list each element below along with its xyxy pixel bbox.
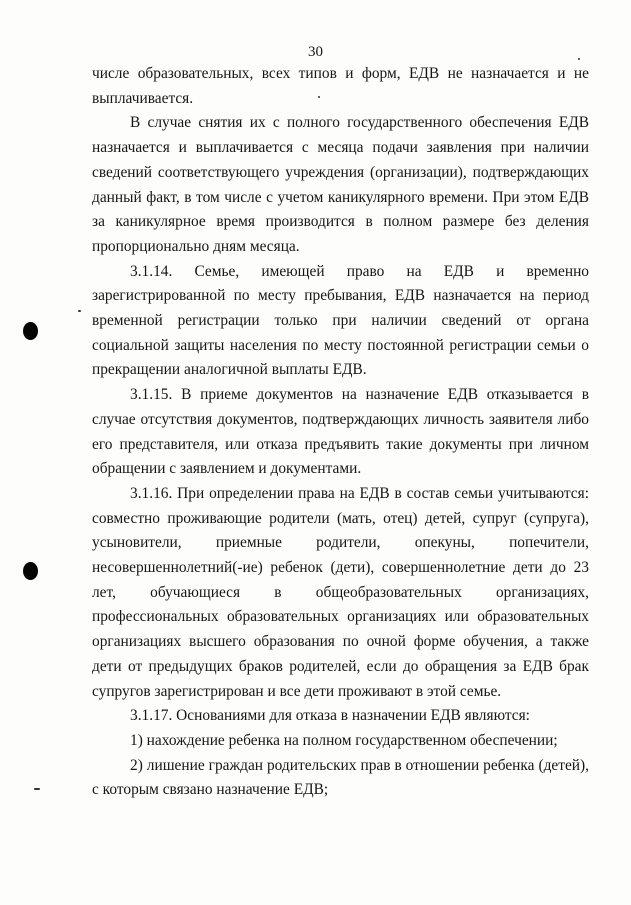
paragraph-continuation: числе образовательных, всех типов и форм, ЕДВ не назначается и не выплачивается. [92, 65, 589, 107]
paragraph-leave-of-state-support: В случае снятия их с полного государственного обеспечения ЕДВ назначается и выплачивается с месяца подачи заявления при наличии сведений соответствующего учреждения (организации), подтверждающих данный факт, в том числе с учетом каникулярного времени. При этом ЕДВ за каникулярное время производится в полном размере без деления пропорционально дням месяца. [92, 114, 589, 255]
list-item-2: 2) лишение граждан родительских прав в отношении ребенка (детей), с которым связано назначение ЕДВ; [92, 756, 589, 799]
paragraph-3-1-16: 3.1.16. При определении права на ЕДВ в состав семьи учитываются: совместно проживающие родители (мать, отец) детей, супруг (супруга), усыновители, приемные родители, опекуны, попечители, несовершеннолетний(-ие) ребенок (дети), совершеннолетние дети до 23 лет, обучающиеся в общеобразовательных организациях, профессиональных образовательных организациях или образовательных организациях высшего образования по очной форме обучения, а также дети от предыдущих браков родителей, если до обращения за ЕДВ брак супругов зарегистрирован и все дети проживают в этой семье. [92, 484, 589, 700]
page-number: 30 [308, 44, 323, 60]
punch-hole [23, 322, 38, 340]
paragraph-3-1-14: 3.1.14. Семье, имеющей право на ЕДВ и временно зарегистрированной по месту пребывания, ЕДВ назначается на период временной регистрации только при наличии сведений от органа социальной защиты населения по месту постоянной регистрации семьи о прекращении аналогичной выплаты ЕДВ. [92, 262, 589, 379]
document-body [92, 62, 589, 803]
paragraph-3-1-15: 3.1.15. В приеме документов на назначение ЕДВ отказывается в случае отсутствия документов, подтверждающих личность заявителя либо его представителя, или отказа предъявить такие документы при личном обращении с заявлением и документами. [92, 386, 589, 478]
paragraph-3-1-17: 3.1.17. Основаниями для отказа в назначении ЕДВ являются: [130, 707, 530, 725]
punch-hole [23, 562, 38, 580]
list-item-1: 1) нахождение ребенка на полном государственном обеспечении; [130, 731, 558, 749]
scan-speck [78, 310, 81, 312]
scan-speck [578, 58, 580, 60]
scan-speck [34, 788, 40, 790]
